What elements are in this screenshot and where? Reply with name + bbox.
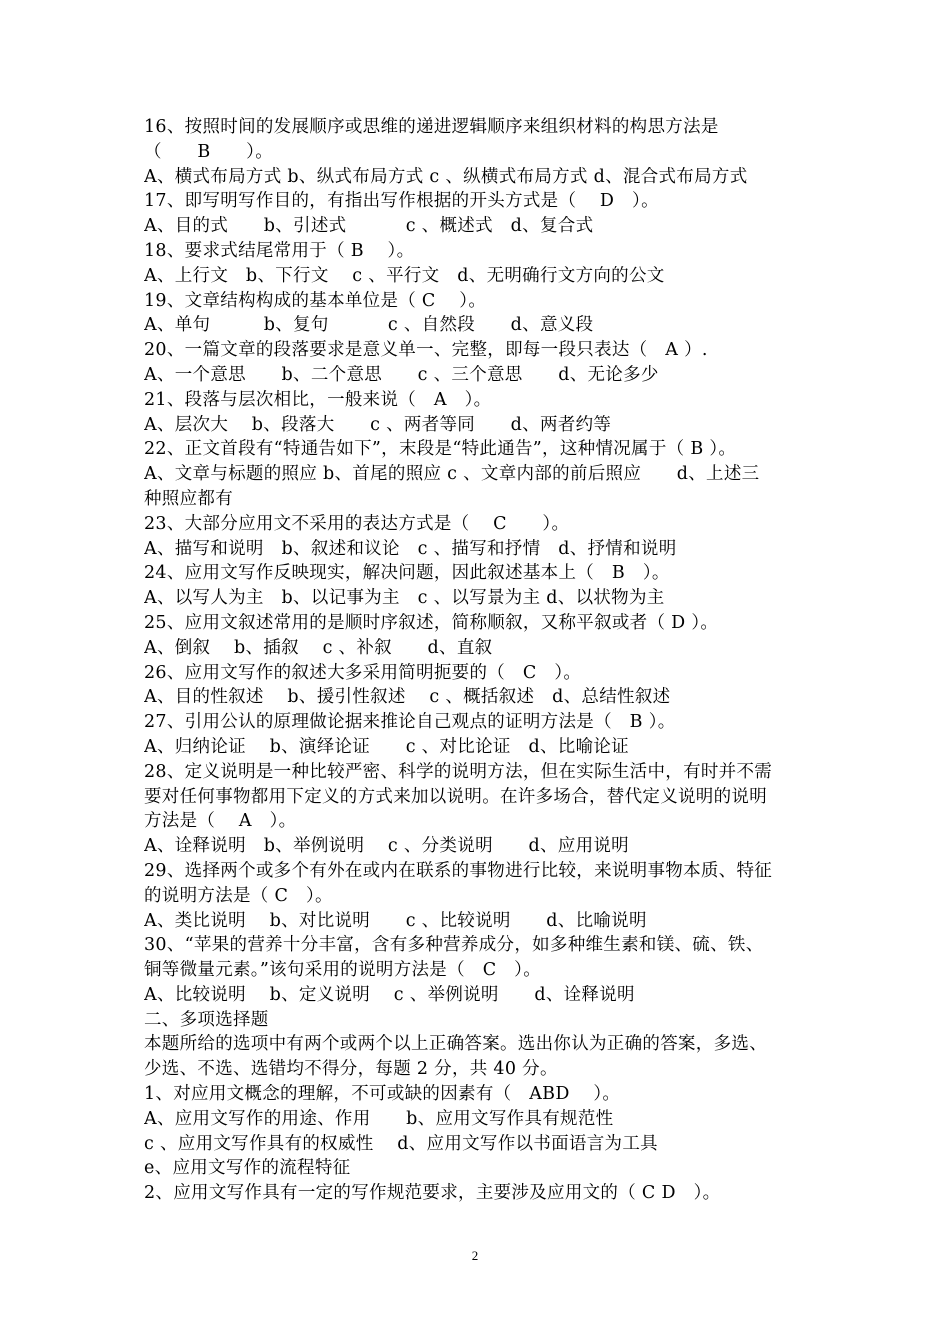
text-line: 30、“苹果的营养十分丰富，含有多种营养成分，如多种维生素和镁、硫、铁、 [144, 935, 764, 956]
text-line: 26、应用文写作的叙述大多采用简明扼要的（ C ）。 [144, 662, 582, 683]
text-line: 的说明方法是（ C ）。 [144, 885, 333, 906]
text-line: 28、定义说明是一种比较严密、科学的说明方法，但在实际生活中，有时并不需 [144, 761, 773, 782]
text-line: 29、选择两个或多个有外在或内在联系的事物进行比较，来说明事物本质、特征 [144, 860, 773, 881]
text-line: A、横式布局方式 b、纵式布局方式 c 、纵横式布局方式 d、混合式布局方式 [144, 166, 748, 187]
text-line: 17、即写明写作目的，有指出写作根据的开头方式是（ D ）。 [144, 191, 659, 212]
text-line: 二、多项选择题 [144, 1009, 269, 1030]
page-number: 2 [471, 1248, 479, 1263]
text-line: 1、对应用文概念的理解，不可或缺的因素有（ ABD ）。 [144, 1084, 621, 1105]
text-line: A、倒叙 b、插叙 c 、补叙 d、直叙 [144, 637, 493, 658]
text-line: A、上行文 b、下行文 c 、平行文 d、无明确行文方向的公文 [144, 265, 665, 286]
text-line: 21、段落与层次相比，一般来说（ A ）。 [144, 389, 492, 410]
text-line: A、应用文写作的用途、作用 b、应用文写作具有规范性 [144, 1108, 614, 1129]
text-line: A、文章与标题的照应 b、首尾的照应 c 、文章内部的前后照应 d、上述三 [144, 464, 760, 485]
text-line: A、层次大 b、段落大 c 、两者等同 d、两者约等 [144, 414, 612, 435]
text-line: 种照应都有 [144, 488, 233, 509]
text-line: 22、正文首段有“特通告如下”，末段是“特此通告”，这种情况属于（ B ）。 [144, 439, 737, 460]
text-line: A、单句 b、复句 c 、自然段 d、意义段 [144, 315, 594, 336]
document-body [144, 115, 810, 1206]
text-line: e、应用文写作的流程特征 [144, 1158, 351, 1179]
text-line: （ B ）。 [144, 141, 274, 162]
text-line: A、描写和说明 b、叙述和议论 c 、描写和抒情 d、抒情和说明 [144, 538, 677, 559]
text-line: 方法是（ A ）。 [144, 811, 297, 832]
text-line: A、类比说明 b、对比说明 c 、比较说明 d、比喻说明 [144, 910, 647, 931]
text-line: A、目的性叙述 b、援引性叙述 c 、概括叙述 d、总结性叙述 [144, 687, 671, 708]
text-line: A、目的式 b、引述式 c 、概述式 d、复合式 [144, 216, 594, 237]
text-line: 16、按照时间的发展顺序或思维的递进逻辑顺序来组织材料的构思方法是 [144, 117, 719, 137]
text-line: 23、大部分应用文不采用的表达方式是（ C ）。 [144, 513, 570, 534]
text-line: 19、文章结构构成的基本单位是（ C ）。 [144, 290, 487, 311]
text-line: 20、一篇文章的段落要求是意义单一、完整，即每一段只表达（ A ）. [144, 340, 708, 361]
text-line: A、比较说明 b、定义说明 c 、举例说明 d、诠释说明 [144, 984, 635, 1005]
text-line: 本题所给的选项中有两个或两个以上正确答案。选出你认为正确的答案，多选、 [144, 1034, 767, 1055]
text-line: 要对任何事物都用下定义的方式来加以说明。在许多场合，替代定义说明的说明 [144, 786, 767, 807]
text-line: c 、应用文写作具有的权威性 d、应用文写作以书面语言为工具 [144, 1133, 658, 1154]
text-line: A、归纳论证 b、演绎论证 c 、对比论证 d、比喻论证 [144, 736, 629, 757]
text-line: 24、应用文写作反映现实，解决问题，因此叙述基本上（ B ）。 [144, 563, 670, 584]
text-line: 2、应用文写作具有一定的写作规范要求，主要涉及应用文的（ C D ）。 [144, 1183, 721, 1204]
text-line: A、诠释说明 b、举例说明 c 、分类说明 d、应用说明 [144, 836, 629, 857]
text-line: 18、要求式结尾常用于（ B ）。 [144, 240, 415, 261]
text-line: 27、引用公认的原理做论据来推论自己观点的证明方法是（ B ）。 [144, 712, 676, 733]
text-line: 25、应用文叙述常用的是顺时序叙述，简称顺叙，又称平叙或者（ D ）。 [144, 612, 719, 633]
text-line: A、一个意思 b、二个意思 c 、三个意思 d、无论多少 [144, 364, 659, 385]
text-line: 铜等微量元素。”该句采用的说明方法是（ C ）。 [144, 960, 542, 981]
text-line: A、以写人为主 b、以记事为主 c 、以写景为主 d、以状物为主 [144, 588, 665, 609]
text-line: 少选、不选、选错均不得分，每题 2 分，共 40 分。 [144, 1059, 558, 1080]
